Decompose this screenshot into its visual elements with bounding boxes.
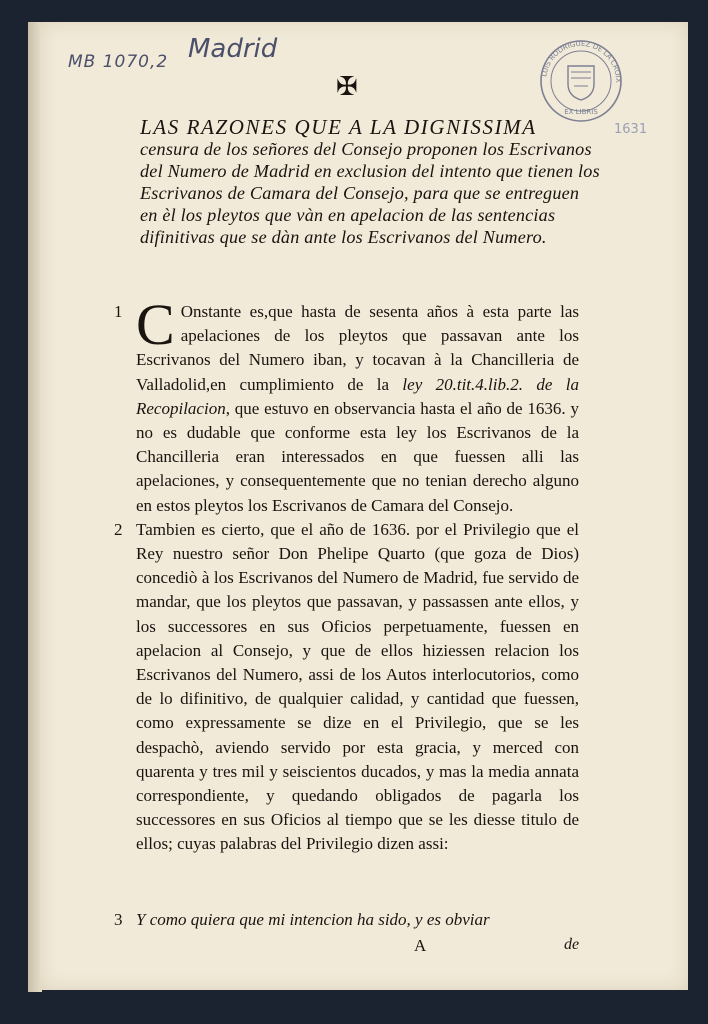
svg-text:EX LIBRIS: EX LIBRIS bbox=[564, 108, 598, 116]
paragraph-text: Tambien es cierto, que el año de 1636. por el Privilegio que el Rey nuestro señor Don Phelipe Quarto (que goza de Dios) concediò à los Escrivanos del Numero de Madrid, fue servido de mandar, que los pleytos que passavan, y passassen ante ellos, y los successores en sus Oficios perpetuamente, fuessen en apelacion al Consejo, y que de ellos hiziessen relacion los Escrivanos del Numero, assi de los Autos interlocutorios, como de lo difinitivo, de qualquier calidad, y cantidad que fuessen, como expressamente se dize en el Privilegio, que se les despachò, aviendo servido por esta gracia, y merced con quarenta y tres mil y seiscientos ducados, y mas la media annata correspondiente, y quedando obligados de pagarla los successores en sus Oficios al tiempo que se les diesse titulo de ellos; cuyas palabras del Privilegio dizen assi: bbox=[136, 519, 579, 854]
pencil-annotation: 1631 bbox=[614, 122, 648, 137]
document-page bbox=[40, 22, 688, 990]
legal-citation: ley 20.tit.4.lib.2. de la Recopilacion bbox=[136, 374, 579, 418]
paragraph-text: Y como quiera que mi intencion ha sido, y es obviar bbox=[136, 910, 490, 929]
paragraph-3 bbox=[114, 910, 579, 930]
drop-capital: C bbox=[136, 292, 175, 357]
svg-text:LUIS RODRIGUEZ DE LA CROIX: LUIS RODRIGUEZ DE LA CROIX bbox=[540, 39, 623, 83]
paragraph-text: Onstante es,que hasta de sesenta años à esta parte las apelaciones de los pleytos que passavan ante los Escrivanos del Numero iban, y tocavan à la Chancilleria de Valladolid,en cumplimiento de la bbox=[136, 302, 579, 394]
catchword: de bbox=[564, 936, 580, 953]
paragraph-number: 2 bbox=[114, 519, 123, 539]
title-continuation: censura de los señores del Consejo proponen los Escrivanos del Numero de Madrid en exclusion del intento que tienen los Escrivanos de Camara del Consejo, para que se entreguen en èl los pleytos que vàn en apelacion de las sentencias difinitivas que se dàn ante los Escrivanos del Numero. bbox=[140, 139, 600, 247]
document-title bbox=[140, 116, 600, 248]
ex-libris-stamp bbox=[538, 38, 624, 124]
paragraph-2 bbox=[114, 518, 579, 857]
title-first-line: LAS RAZONES QUE A LA DIGNISSIMA bbox=[140, 115, 537, 139]
body-text bbox=[114, 292, 579, 857]
shelfmark-annotation: MB 1070,2 bbox=[68, 52, 169, 72]
paragraph-number: 3 bbox=[114, 910, 123, 929]
paragraph-number: 1 bbox=[114, 302, 123, 321]
paragraph-text: , que estuvo en observancia hasta el año de 1636. y no es dudable que conforme esta ley los Escrivanos de la Chancilleria eran interessados en que fuessen alli las apelaciones, y consequentemente que no tenian derecho alguno en estos pleytos los Escrivanos de Camara del Consejo. bbox=[136, 398, 579, 515]
cross-ornament: ✠ bbox=[336, 72, 358, 101]
handwritten-city-annotation: Madrid bbox=[188, 34, 278, 64]
signature-mark: A bbox=[414, 936, 427, 955]
paragraph-1 bbox=[114, 292, 579, 518]
